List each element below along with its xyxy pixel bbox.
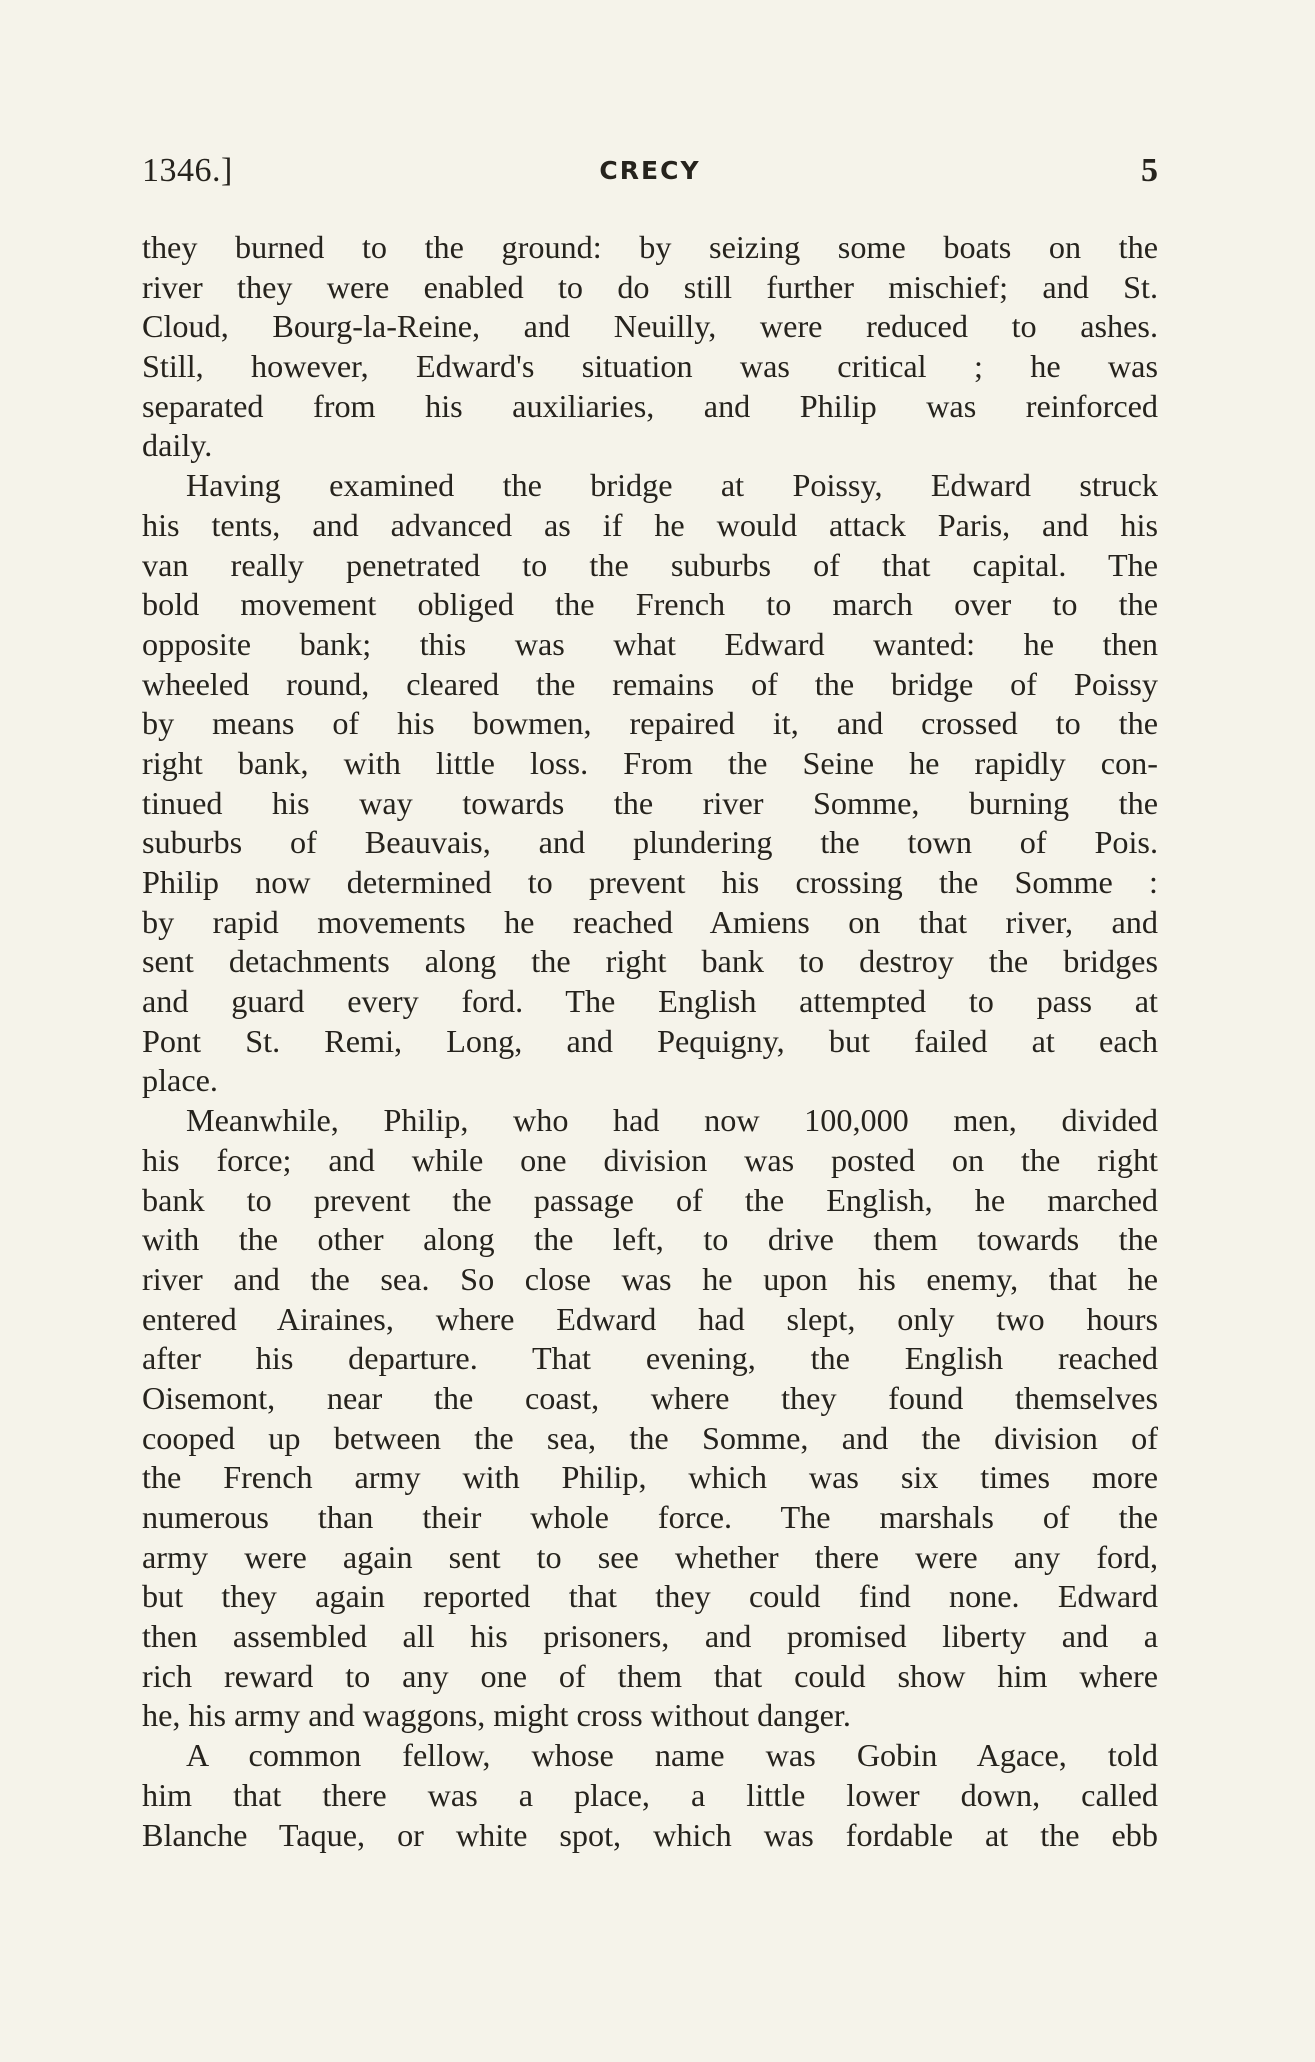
text-line: they burned to the ground: by seizing some boats on the: [142, 229, 1158, 265]
header-year: 1346.]: [142, 152, 233, 189]
text-line: river they were enabled to do still further mischief; and St.: [142, 268, 1158, 305]
text-line: by rapid movements he reached Amiens on that river, and: [142, 903, 1158, 940]
text-line: Cloud, Bourg-la-Reine, and Neuilly, were reduced to ashes.: [142, 308, 1158, 345]
text-line: him that there was a place, a little lower down, called: [142, 1776, 1158, 1813]
text-line: place.: [142, 1062, 218, 1099]
text-line: the French army with Philip, which was six times more: [142, 1459, 1158, 1496]
text-line: opposite bank; this was what Edward wanted: he then: [142, 625, 1158, 662]
text-line: his force; and while one division was posted on the right: [142, 1141, 1158, 1178]
text-line: Blanche Taque, or white spot, which was fordable at the ebb: [142, 1816, 1158, 1853]
text-line: entered Airaines, where Edward had slept, only two hours: [142, 1300, 1158, 1337]
text-line: cooped up between the sea, the Somme, and the division of: [142, 1419, 1158, 1456]
text-line: Meanwhile, Philip, who had now 100,000 men, divided: [186, 1102, 1158, 1139]
text-line: daily.: [142, 427, 213, 464]
body-text: [142, 228, 1158, 1855]
text-line: Oisemont, near the coast, where they found themselves: [142, 1379, 1158, 1416]
text-line: Still, however, Edward's situation was critical ; he was: [142, 348, 1158, 385]
text-line: van really penetrated to the suburbs of that capital. The: [142, 546, 1158, 583]
text-line: bank to prevent the passage of the English, he marched: [142, 1181, 1158, 1218]
text-line: he, his army and waggons, might cross without danger.: [142, 1697, 851, 1734]
text-line: but they again reported that they could find none. Edward: [142, 1578, 1158, 1615]
text-line: then assembled all his prisoners, and promised liberty and a: [142, 1618, 1158, 1655]
text-line: numerous than their whole force. The marshals of the: [142, 1499, 1158, 1535]
text-line: after his departure. That evening, the English reached: [142, 1340, 1158, 1377]
text-line: with the other along the left, to drive them towards the: [142, 1221, 1158, 1258]
running-header: [142, 152, 1158, 202]
text-line: right bank, with little loss. From the Seine he rapidly con-: [142, 744, 1158, 781]
text-line: tinued his way towards the river Somme, burning the: [142, 784, 1158, 821]
text-line: A common fellow, whose name was Gobin Agace, told: [186, 1737, 1158, 1774]
text-line: Philip now determined to prevent his crossing the Somme :: [142, 864, 1158, 900]
text-line: Pont St. Remi, Long, and Pequigny, but failed at each: [142, 1022, 1158, 1059]
text-line: river and the sea. So close was he upon his enemy, that he: [142, 1260, 1158, 1297]
text-line: Having examined the bridge at Poissy, Edward struck: [186, 467, 1158, 504]
text-line: suburbs of Beauvais, and plundering the town of Pois.: [142, 824, 1158, 861]
text-line: bold movement obliged the French to march over to the: [142, 586, 1158, 623]
text-line: sent detachments along the right bank to destroy the bridges: [142, 943, 1158, 980]
text-line: separated from his auxiliaries, and Philip was reinforced: [142, 387, 1158, 424]
header-title: CRECY: [599, 156, 701, 185]
text-line: his tents, and advanced as if he would attack Paris, and his: [142, 506, 1158, 543]
text-line: by means of his bowmen, repaired it, and crossed to the: [142, 705, 1158, 742]
text-line: and guard every ford. The English attempted to pass at: [142, 983, 1158, 1020]
text-line: wheeled round, cleared the remains of the bridge of Poissy: [142, 665, 1158, 702]
text-line: rich reward to any one of them that could show him where: [142, 1657, 1158, 1694]
text-line: army were again sent to see whether there were any ford,: [142, 1538, 1158, 1575]
page-number: 5: [1141, 152, 1158, 189]
